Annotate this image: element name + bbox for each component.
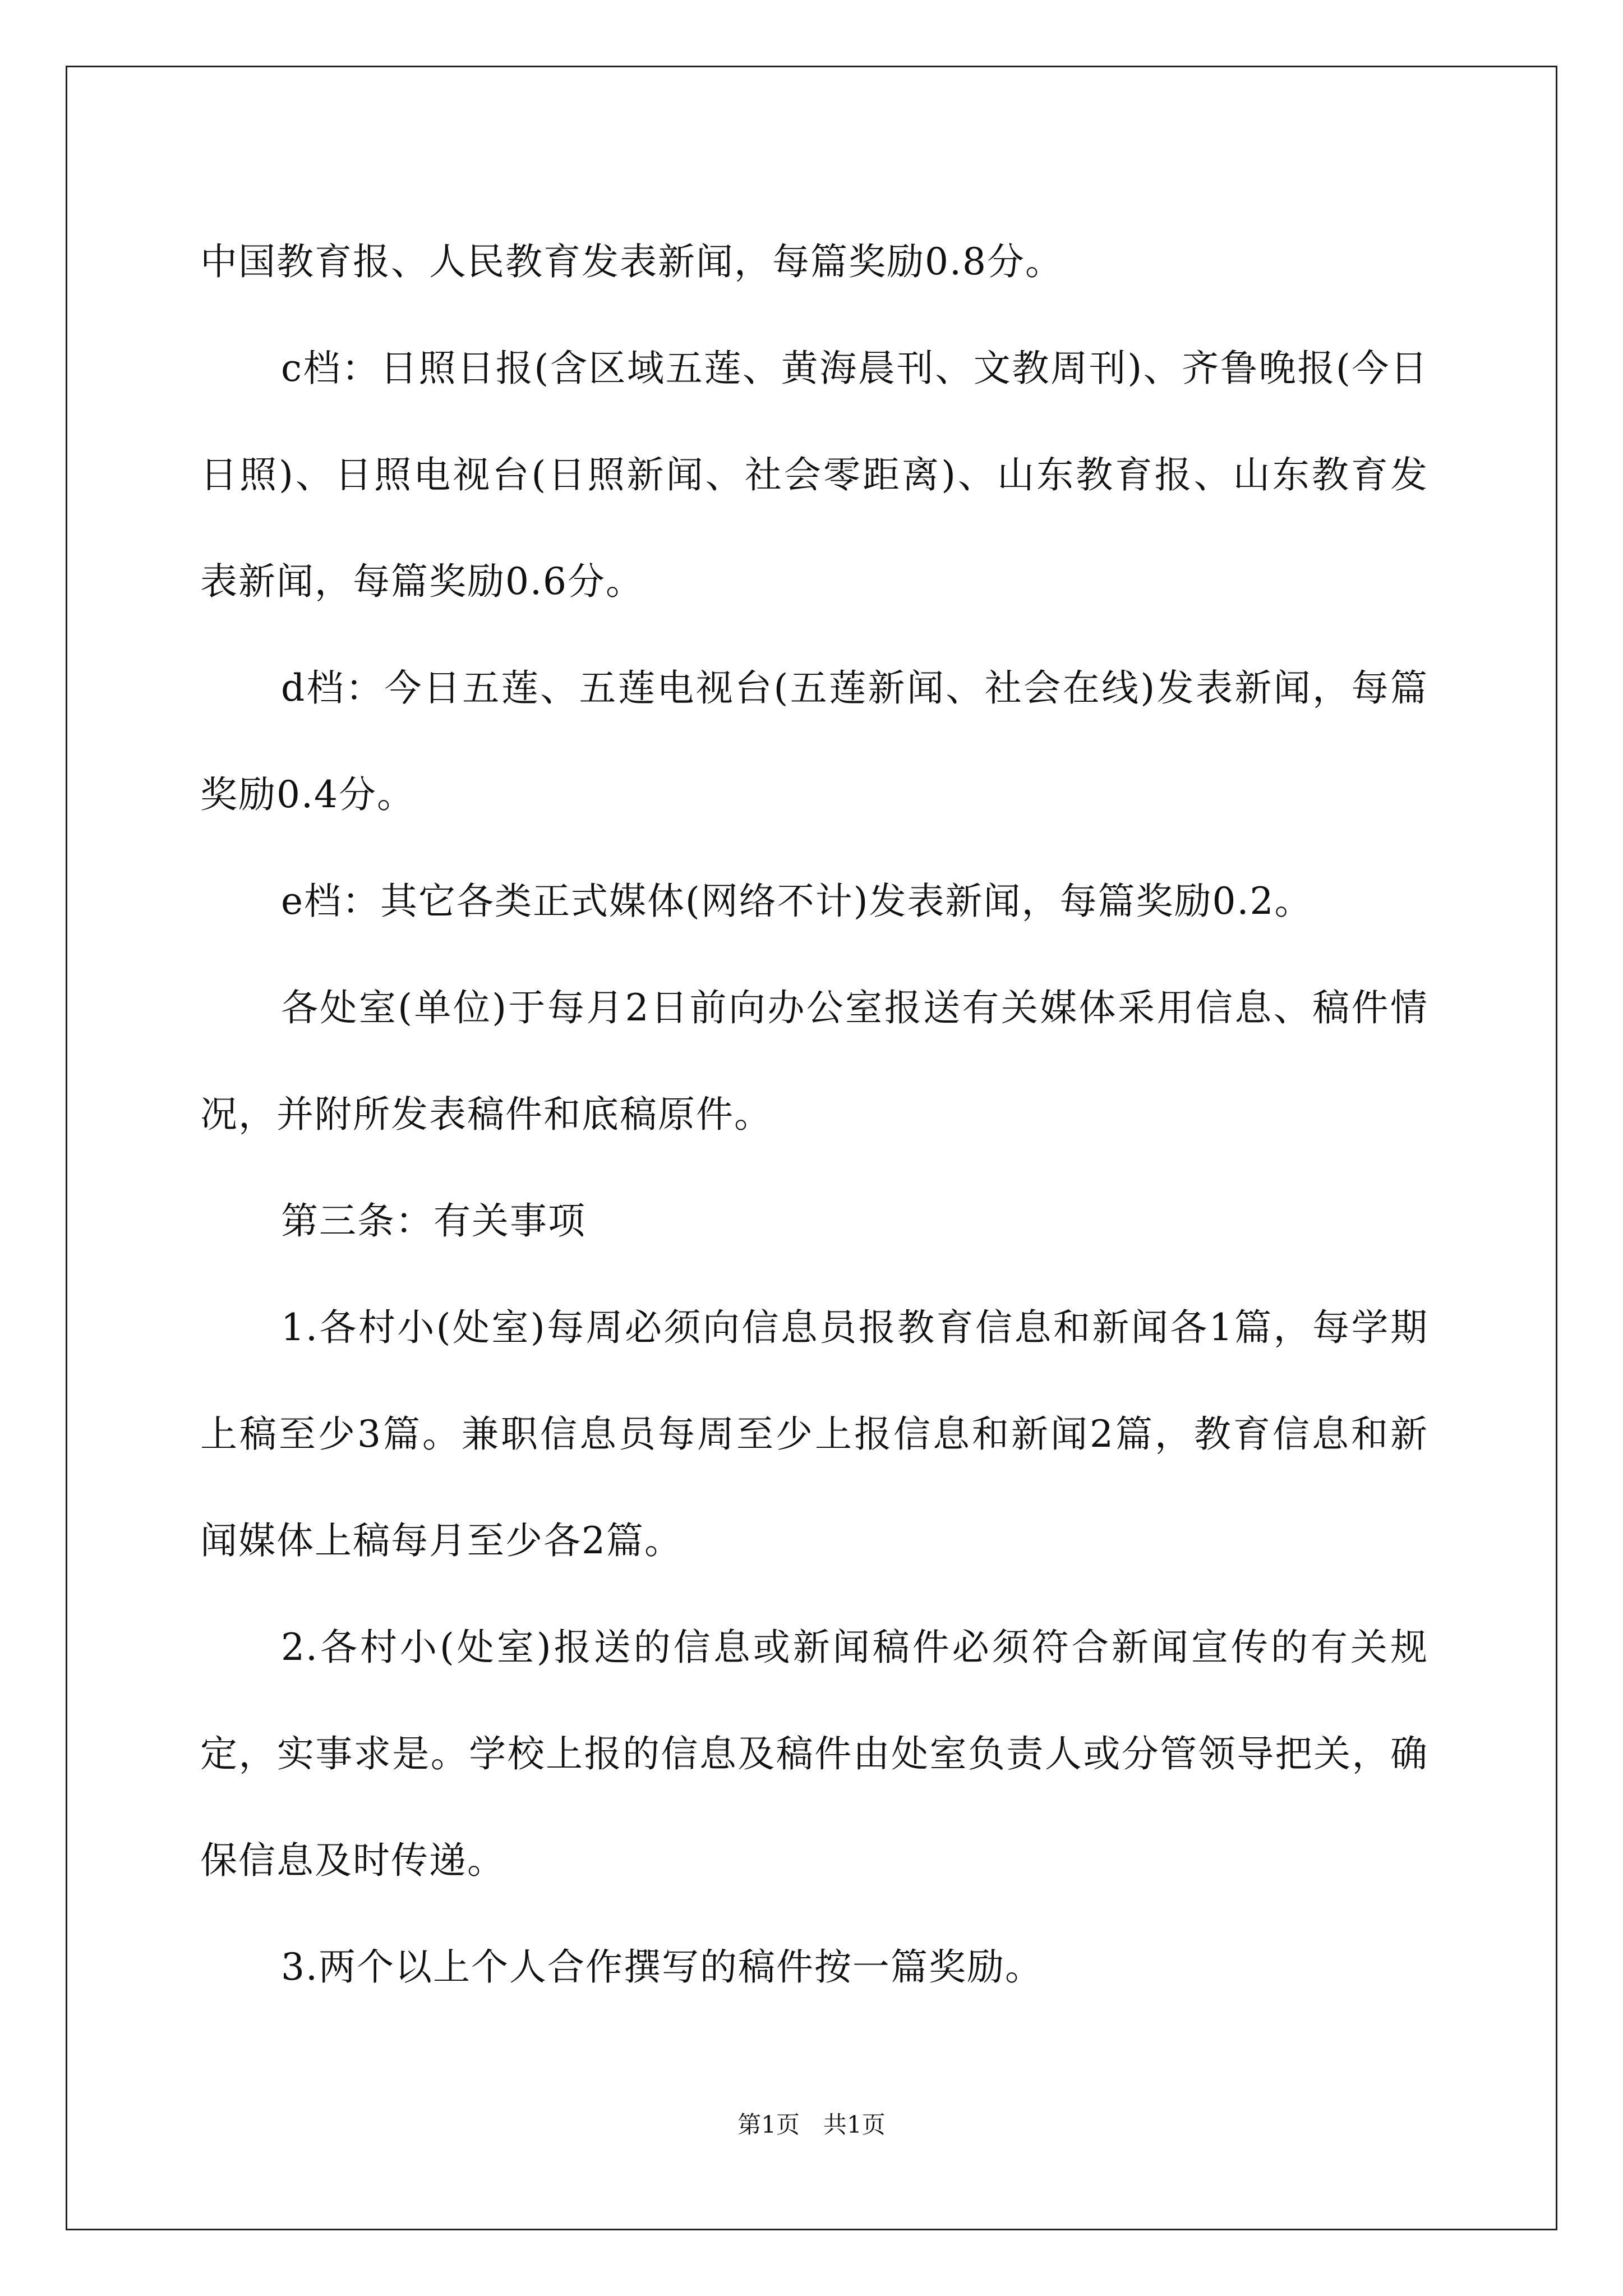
paragraph-4: e档：其它各类正式媒体(网络不计)发表新闻，每篇奖励0.2。 <box>281 880 1313 923</box>
document-body <box>200 209 1428 2021</box>
section-heading: 第三条：有关事项 <box>281 1199 586 1243</box>
paragraph-2: c档：日照日报(含区域五莲、黄海晨刊、文教周刊)、齐鲁晚报(今日日照)、日照电视台(日照新闻、社会零距离)、山东教育报、山东教育发表新闻，每篇奖励0.6分。 <box>200 347 1428 603</box>
paragraph-1: 中国教育报、人民教育发表新闻，每篇奖励0.8分。 <box>200 240 1063 283</box>
paragraph-8: 2.各村小(处室)报送的信息或新闻稿件必须符合新闻宣传的有关规定，实事求是。学校上报的信息及稿件由处室负责人或分管领导把关，确保信息及时传递。 <box>200 1626 1428 1882</box>
paragraph-9: 3.两个以上个人合作撰写的稿件按一篇奖励。 <box>281 1945 1043 1989</box>
page-footer: 第1页 共1页 <box>737 2111 886 2138</box>
paragraph-5: 各处室(单位)于每月2日前向办公室报送有关媒体采用信息、稿件情况，并附所发表稿件和底稿原件。 <box>200 986 1428 1136</box>
paragraph-7: 1.各村小(处室)每周必须向信息员报教育信息和新闻各1篇，每学期上稿至少3篇。兼职信息员每周至少上报信息和新闻2篇，教育信息和新闻媒体上稿每月至少各2篇。 <box>200 1306 1428 1562</box>
paragraph-3: d档：今日五莲、五莲电视台(五莲新闻、社会在线)发表新闻，每篇奖励0.4分。 <box>200 666 1428 816</box>
